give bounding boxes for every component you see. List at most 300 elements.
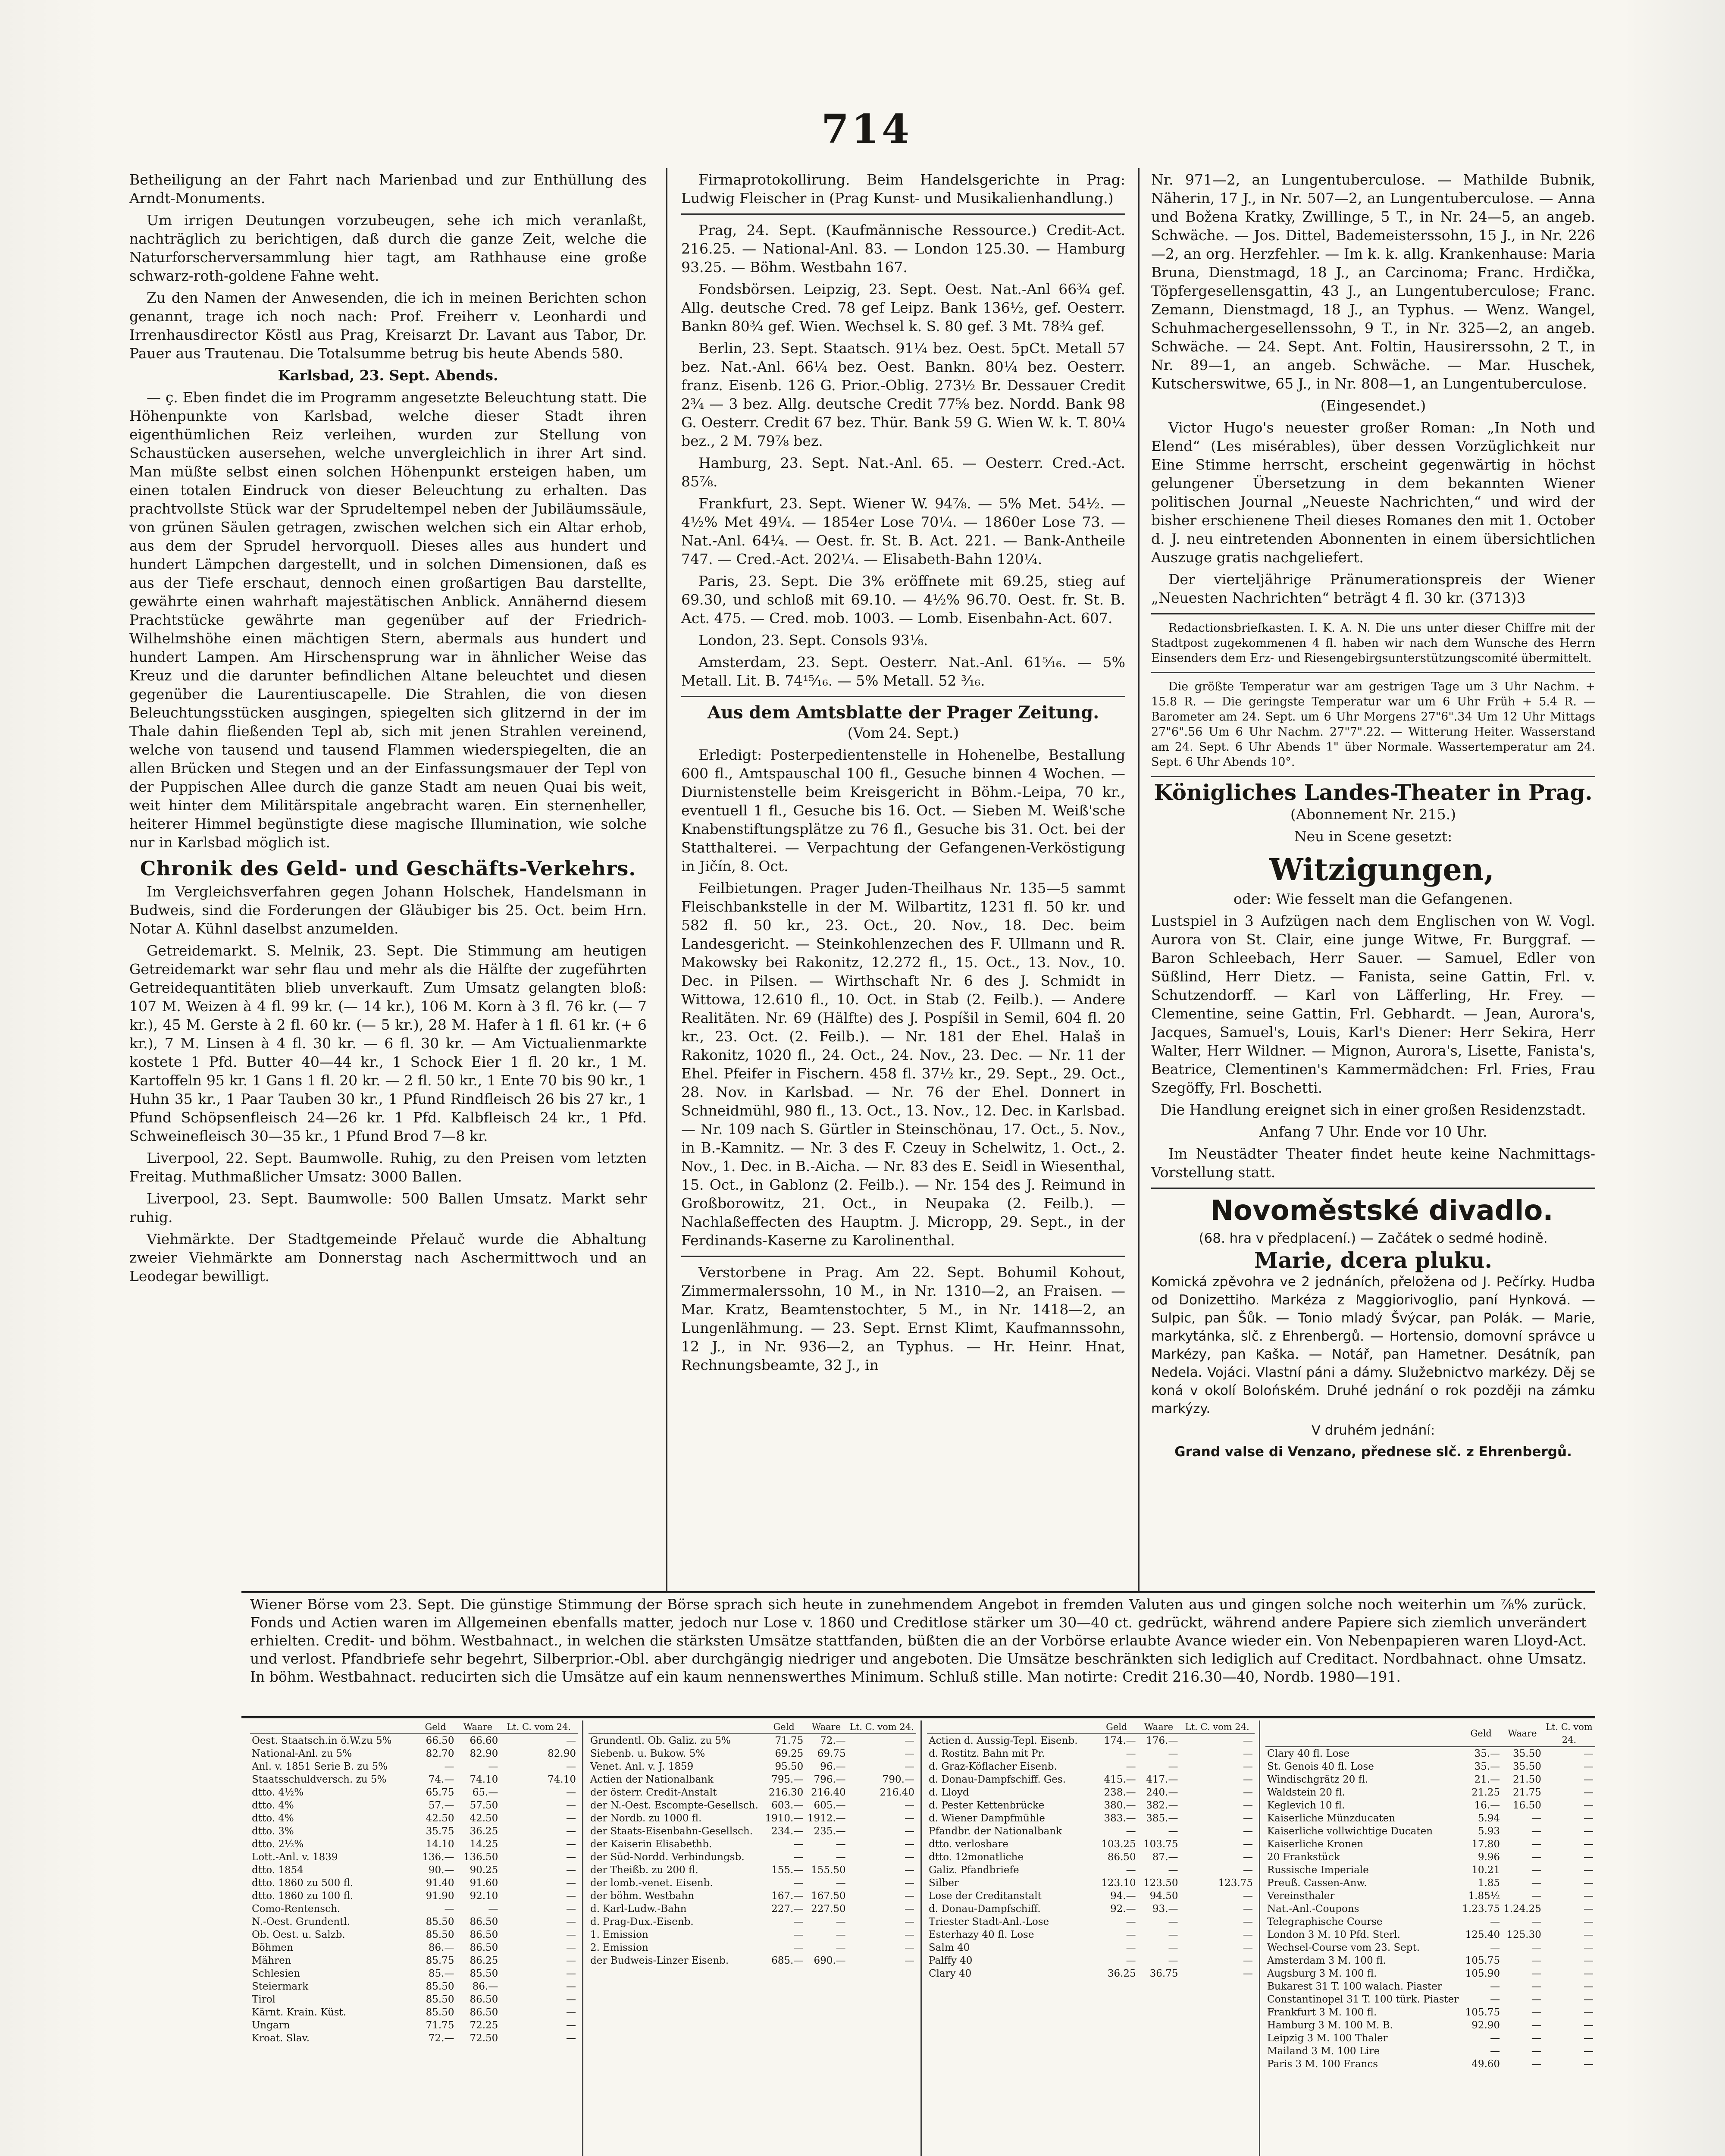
price-cell: 36.75 bbox=[1149, 1968, 1178, 1979]
price-cell: 10.21 bbox=[1471, 1865, 1500, 1876]
nove-act: V druhém jednání: bbox=[1311, 1423, 1435, 1438]
price-cell: — bbox=[488, 1903, 498, 1915]
price-cell: 86.50 bbox=[1107, 1852, 1136, 1863]
price-cell: 125.30 bbox=[1506, 1929, 1541, 1940]
security-name: Schlesien bbox=[252, 1968, 301, 1979]
table-row bbox=[927, 1786, 1255, 1799]
price-cell: — bbox=[566, 1865, 576, 1876]
security-name: Mailand 3 M. 100 Lire bbox=[1267, 2046, 1380, 2057]
price-cell: — bbox=[793, 1916, 804, 1927]
price-cell: — bbox=[1243, 1929, 1253, 1940]
divider bbox=[681, 696, 1125, 697]
security-name: Ungarn bbox=[252, 2020, 290, 2031]
price-cell: — bbox=[793, 1942, 804, 1953]
price-cell: 82.90 bbox=[548, 1748, 576, 1759]
security-name: 20 Frankstück bbox=[1267, 1852, 1340, 1863]
table-row bbox=[250, 1864, 578, 1877]
price-cell: — bbox=[1584, 1955, 1594, 1966]
price-cell: 36.25 bbox=[1107, 1968, 1136, 1979]
nove-valse: Grand valse di Venzano, přednese slč. z Ehrenbergů. bbox=[1174, 1444, 1572, 1460]
security-name: dtto. 4½% bbox=[252, 1787, 304, 1798]
table-row bbox=[589, 1928, 916, 1941]
price-cell: — bbox=[905, 1865, 914, 1876]
price-cell: — bbox=[566, 2033, 576, 2044]
price-cell: 71.75 bbox=[426, 2020, 454, 2031]
price-cell: 69.75 bbox=[817, 1748, 846, 1759]
price-cell: — bbox=[1168, 1929, 1178, 1940]
security-name: der Budweis-Linzer Eisenb. bbox=[590, 1955, 729, 1966]
page-number: 714 bbox=[821, 106, 912, 152]
table-row bbox=[1265, 1941, 1595, 1954]
column-3 bbox=[1151, 170, 1595, 1589]
price-cell: 93.— bbox=[1152, 1903, 1178, 1915]
price-cell: — bbox=[836, 1839, 846, 1850]
security-name: d. Graz-Köflacher Eisenb. bbox=[929, 1761, 1057, 1772]
table-row bbox=[250, 1967, 578, 1980]
security-name: d. Prag-Dux.-Eisenb. bbox=[590, 1916, 694, 1927]
price-cell: — bbox=[1243, 1800, 1253, 1811]
price-cell: — bbox=[566, 1903, 576, 1915]
table-row bbox=[1265, 1799, 1595, 1812]
header-geld: Geld bbox=[1096, 1720, 1138, 1734]
price-cell: — bbox=[1584, 1916, 1594, 1927]
security-name: Esterhazy 40 fl. Lose bbox=[929, 1929, 1034, 1940]
header-waare: Waare bbox=[456, 1720, 500, 1734]
price-cell: — bbox=[1243, 1787, 1253, 1798]
price-cell: 35.— bbox=[1474, 1748, 1500, 1759]
table-row bbox=[1265, 1993, 1595, 2006]
table-row bbox=[927, 1967, 1255, 1980]
table-row bbox=[589, 1851, 916, 1864]
table-row bbox=[589, 1864, 916, 1877]
price-cell: 90.25 bbox=[470, 1865, 498, 1876]
paragraph: Zu den Namen der Anwesenden, die ich in meinen Berichten schon genannt, trage ich noch nach: Prof. Freiherr v. Leonhardi und Irrenhausdirector Köstl aus Prag, Kreisarzt Dr. Lavant aus Tabor, Dr. Pauer aus Trautenau. Die Totalsumme betrug bis heute Abends 580. bbox=[129, 289, 647, 362]
table-row bbox=[927, 1773, 1255, 1786]
table-row bbox=[927, 1799, 1255, 1812]
price-cell: 82.70 bbox=[426, 1748, 454, 1759]
security-name: d. Donau-Dampfschiff. bbox=[929, 1903, 1041, 1915]
security-name: dtto. 12monatliche bbox=[929, 1852, 1024, 1863]
price-cell: 105.75 bbox=[1465, 1955, 1500, 1966]
divider bbox=[1151, 776, 1595, 777]
price-cell: — bbox=[905, 1839, 914, 1850]
price-cell: — bbox=[1584, 2059, 1594, 2070]
price-cell: — bbox=[488, 1761, 498, 1772]
security-name: Nat.-Anl.-Coupons bbox=[1267, 1903, 1359, 1915]
price-cell: 36.25 bbox=[470, 1826, 498, 1837]
theatre-title: Königliches Landes-Theater in Prag. bbox=[1154, 780, 1593, 805]
theatre-times: Anfang 7 Uhr. Ende vor 10 Uhr. bbox=[1259, 1123, 1487, 1140]
security-name: Hamburg 3 M. 100 M. B. bbox=[1267, 2020, 1393, 2031]
price-cell: 86.50 bbox=[470, 1942, 498, 1953]
table-row bbox=[1265, 1825, 1595, 1838]
paragraph: Verstorbene in Prag. Am 22. Sept. Bohumil Kohout, Zimmermalerssohn, 10 M., in Nr. 1310—2, an Fraisen. — Mar. Kratz, Beamtenstochter, 5 M., in Nr. 1418—2, an Lungenlähmung. — 23. Sept. Ernst Klimt, Kaufmannssohn, 12 J., in Nr. 936—2, an Typhus. — Hr. Heinr. Hnat, Rechnungsbeamte, 32 J., in bbox=[681, 1264, 1125, 1373]
table-row bbox=[927, 1890, 1255, 1902]
security-name: Venet. Anl. v. J. 1859 bbox=[590, 1761, 694, 1772]
price-cell: 85.50 bbox=[426, 1916, 454, 1927]
table-row bbox=[589, 1838, 916, 1851]
price-cell: 49.60 bbox=[1471, 2059, 1500, 2070]
table-row bbox=[1265, 1915, 1595, 1928]
price-cell: 176.— bbox=[1146, 1735, 1178, 1746]
price-cell: 91.60 bbox=[470, 1877, 498, 1889]
price-cell: — bbox=[905, 1735, 914, 1746]
table-row bbox=[927, 1747, 1255, 1760]
header-name bbox=[1265, 1720, 1460, 1747]
price-cell: 85.50 bbox=[426, 2007, 454, 2018]
price-cell: — bbox=[1126, 1942, 1136, 1953]
price-cell: 16.— bbox=[1474, 1800, 1500, 1811]
price-cell: 42.50 bbox=[470, 1813, 498, 1824]
price-cell: — bbox=[1243, 1735, 1253, 1746]
price-cell: — bbox=[566, 1994, 576, 2005]
paragraph: — ç. Eben findet die im Programm angesetzte Beleuchtung statt. Die Höhenpunkte von Karlsbad, welche dieser Stadt ihren eigenthümlichen Reiz verleihen, wurden zur Stellung von Schaustücken ausersehen, welche unvergleichlich in ihrer Art sind. Man müßte selbst einen solchen Höhenpunkt ersteigen haben, um einen totalen Eindruck von dieser Beleuchtung zu erhalten. Das prachtvollste Stück war der Sprudeltempel neben der Jubiläumssäule, von grünen Säulen getragen, zwischen welchen sich ein Altar erhob, aus dem der Sprudel hervorquoll. Dieses alles aus hundert und hundert Lämpchen dargestellt, und in solchen Dimensionen, daß es aus der Tiefe erschaut, dennoch einen großartigen Bau darstellte, gewährte einen wahrhaft majestätischen Anblick. Annähernd diesem Prachtstücke gewährte man gegenüber auf der Friedrich-Wilhelmshöhe einen mächtigen Stern, abermals aus hundert und hundert Lampen. Am Hirschensprung war in ähnlicher Weise das Kreuz und die darunter befindlichen Altane beleuchtet und diesen gegenüber die Laurentiuscapelle. Die Strahlen, die von diesen Beleuchtungsstücken ausgingen, spiegelten sich glitzernd in der im Thale dahin fließenden Tepl ab, sich mit jenen Strahlen vereinend, welche von tausend und tausend Flammen wiederspiegelten, die an allen Brücken und Stegen und an der Einfassungsmauer der Tepl von der Puppischen Allee durch die ganze Stadt am neuen Quai bis weit, weit hinter dem Militärspitale angebracht waren. Ein sternenheller, heiterer Himmel begünstigte diese magische Illumination, wie solche nur in Karlsbad möglich ist. bbox=[129, 389, 647, 851]
price-cell: 1910.— bbox=[765, 1813, 804, 1824]
price-cell: 57.— bbox=[428, 1800, 454, 1811]
price-cell: — bbox=[1584, 1890, 1594, 1902]
security-name: d. Wiener Dampfmühle bbox=[929, 1813, 1045, 1824]
security-name: der lomb.-venet. Eisenb. bbox=[590, 1877, 713, 1889]
table-row bbox=[250, 1799, 578, 1812]
price-cell: — bbox=[1584, 1942, 1594, 1953]
price-cell: — bbox=[1584, 1903, 1594, 1915]
price-cell: 1.85 bbox=[1478, 1877, 1500, 1889]
security-name: Kaiserliche vollwichtige Ducaten bbox=[1267, 1826, 1433, 1837]
boerse-report: Wiener Börse vom 23. Sept. Die günstige Stimmung der Börse sprach sich heute in zunehmendem Angebot in fremden Valuten aus und gingen solche noch weiterhin um ⅞% zurück. Fonds und Actien waren im Allgemeinen ebenfalls matter, jedoch nur Lose v. 1860 und Creditlose stärker um 30—40 ct. gedrückt, während andere Papiere sich ziemlich unverändert erhielten. Credit- und böhm. Westbahnact., in welchen die stärksten Umsätze stattfanden, büßten die an der Vorbörse erlaubte Avance wieder ein. Von Nebenpapieren waren Lloyd-Act. und verlost. Pfandbriefe sehr begehrt, Silberprior.-Obl. aber durchgängig niedriger und angeboten. Die Umsätze beschränkten sich lediglich auf Creditact. Nordbahnact. ohne Umsatz. In böhm. Westbahnact. reducirten sich die Umsätze auf ein kaum nennenswerthes Minimum. Schluß stille. Man notirte: Credit 216.30—40, Nordb. 1980—191. bbox=[250, 1596, 1587, 1685]
security-name: der Nordb. zu 1000 fl. bbox=[590, 1813, 702, 1824]
security-name: St. Genois 40 fl. Lose bbox=[1267, 1761, 1374, 1772]
price-cell: — bbox=[905, 1800, 914, 1811]
price-cell: — bbox=[1243, 1865, 1253, 1876]
table-row bbox=[589, 1825, 916, 1838]
price-cell: 385.— bbox=[1146, 1813, 1178, 1824]
price-cell: 86.50 bbox=[470, 1994, 498, 2005]
price-cell: — bbox=[1584, 1968, 1594, 1979]
price-cell: — bbox=[1531, 1839, 1541, 1850]
price-cell: — bbox=[905, 1942, 914, 1953]
price-cell: — bbox=[1531, 1877, 1541, 1889]
header-geld: Geld bbox=[415, 1720, 456, 1734]
table-row bbox=[1265, 2058, 1595, 2071]
price-cell: 238.— bbox=[1104, 1787, 1136, 1798]
price-cell: — bbox=[1584, 1761, 1594, 1772]
table-row bbox=[927, 1851, 1255, 1864]
price-cell: 66.50 bbox=[426, 1735, 454, 1746]
security-name: Grundentl. Ob. Galiz. zu 5% bbox=[590, 1735, 731, 1746]
price-cell: 74.10 bbox=[470, 1774, 498, 1785]
price-cell: 21.25 bbox=[1471, 1787, 1500, 1798]
price-cell: — bbox=[1168, 1826, 1178, 1837]
table-row bbox=[250, 1993, 578, 2006]
table-row bbox=[1265, 2032, 1595, 2045]
security-name: Frankfurt 3 M. 100 fl. bbox=[1267, 2007, 1377, 2018]
price-cell: 174.— bbox=[1104, 1735, 1136, 1746]
price-cell: 90.— bbox=[428, 1865, 454, 1876]
security-name: der N.-Oest. Escompte-Gesellsch. bbox=[590, 1800, 758, 1811]
price-cell: 103.25 bbox=[1101, 1839, 1136, 1850]
price-cell: — bbox=[566, 1761, 576, 1772]
security-name: Triester Stadt-Anl.-Lose bbox=[929, 1916, 1049, 1927]
price-cell: — bbox=[1584, 2033, 1594, 2044]
price-cell: 380.— bbox=[1104, 1800, 1136, 1811]
price-cell: 85.50 bbox=[426, 1929, 454, 1940]
theatre-abonnement: (Abonnement Nr. 215.) bbox=[1290, 806, 1456, 823]
table-row bbox=[927, 1825, 1255, 1838]
security-name: N.-Oest. Grundentl. bbox=[252, 1916, 350, 1927]
paragraph: Liverpool, 22. Sept. Baumwolle. Ruhig, zu den Preisen vom letzten Freitag. Muthmaßlicher Umsatz: 3000 Ballen. bbox=[129, 1150, 647, 1185]
table-row bbox=[1265, 1773, 1595, 1786]
security-name: der böhm. Westbahn bbox=[590, 1890, 694, 1902]
price-cell: — bbox=[1126, 1929, 1136, 1940]
advertisement: Victor Hugo's neuester großer Roman: „In Noth und Elend“ (Les misérables), über dessen Vorzüglichkeit nur Eine Stimme herrscht, erscheint gegenwärtig in höchst gelungener Übersetzung in dem bekannten Wiener politischen Journal „Neueste Nachrichten,“ und wird der bisher erschienene Theil dieses Romanes den mit 1. October d. J. neu eintretenden Abonnenten in einem übersichtlichen Auszuge gratis nachgeliefert. bbox=[1151, 419, 1595, 566]
price-cell: — bbox=[1243, 1968, 1253, 1979]
table-row bbox=[1265, 1812, 1595, 1825]
column-divider bbox=[1138, 168, 1140, 1591]
table-row bbox=[250, 1954, 578, 1967]
price-cell: 92.10 bbox=[470, 1890, 498, 1902]
price-cell: — bbox=[1243, 1839, 1253, 1850]
table-row bbox=[1265, 1864, 1595, 1877]
security-name: National-Anl. zu 5% bbox=[252, 1748, 352, 1759]
price-cell: — bbox=[1531, 2046, 1541, 2057]
paragraph: Hamburg, 23. Sept. Nat.-Anl. 65. — Oesterr. Cred.-Act. 85⅞. bbox=[681, 454, 1125, 490]
price-cell: — bbox=[1243, 1826, 1253, 1837]
price-cell: — bbox=[793, 1877, 804, 1889]
section-heading: Aus dem Amtsblatte der Prager Zeitung. bbox=[707, 702, 1099, 723]
security-name: Salm 40 bbox=[929, 1942, 970, 1953]
nove-theatre-title: Novoměstské divadlo. bbox=[1210, 1195, 1553, 1227]
price-cell: 91.40 bbox=[426, 1877, 454, 1889]
table-row bbox=[927, 1864, 1255, 1877]
price-cell: — bbox=[1584, 1826, 1594, 1837]
price-cell: 415.— bbox=[1104, 1774, 1136, 1785]
security-name: Siebenb. u. Bukow. 5% bbox=[590, 1748, 705, 1759]
security-name: Amsterdam 3 M. 100 fl. bbox=[1267, 1955, 1386, 1966]
stock-table-2 bbox=[589, 1720, 916, 2156]
price-cell: — bbox=[1584, 1800, 1594, 1811]
security-name: Lose der Creditanstalt bbox=[929, 1890, 1042, 1902]
paragraph: Frankfurt, 23. Sept. Wiener W. 94⅞. — 5% Met. 54½. — 4½% Met 49¼. — 1854er Lose 70¼. — 1860er Lose 73. — Nat.-Anl. 64¼. — Oest. fr. St. B. Act. 221. — Bank-Antheile 747. — Cred.-Act. 202¼. — Elisabeth-Bahn 120¼. bbox=[681, 495, 1125, 567]
paragraph: Nr. 971—2, an Lungentuberculose. — Mathilde Bubnik, Näherin, 17 J., in Nr. 507—2, an Lungentuberculose. — Anna und Božena Kratky, Zwillinge, 5 T., in Nr. 24—5, an angeb. Schwäche. — Jos. Dittel, Bademeisterssohn, 15 J., in Nr. 226—2, an org. Herzfehler. — Im k. k. allg. Krankenhause: Maria Bruna, Dienstmagd, 18 J., an Carcinoma; Franc. Hrdička, Töpfergesellensgattin, 43 J., an Lungentuberculose; Franc. Zemann, Dienstmagd, 18 J., an Typhus. — Wenz. Wangel, Schuhmachergesellenssohn, 9 T., in Nr. 325—2, an angeb. Schwäche. — 24. Sept. Ant. Foltin, Hausirerssohn, 2 T., in Nr. 89—1, an angeb. Schwäche. — Mar. Huschek, Kutscherswitwe, 65 J., in Nr. 808—1, an Lungentuberculose. bbox=[1151, 171, 1595, 392]
security-name: Oest. Staatsch.in ö.W.zu 5% bbox=[252, 1735, 392, 1746]
price-cell: — bbox=[1243, 1955, 1253, 1966]
security-name: Clary 40 bbox=[929, 1968, 972, 1979]
price-cell: — bbox=[1168, 1942, 1178, 1953]
price-cell: — bbox=[566, 1826, 576, 1837]
stock-tables bbox=[250, 1720, 1595, 2156]
security-name: Leipzig 3 M. 100 Thaler bbox=[1267, 2033, 1388, 2044]
price-cell: — bbox=[1168, 1955, 1178, 1966]
header-geld: Geld bbox=[763, 1720, 805, 1734]
table-row bbox=[1265, 1928, 1595, 1941]
security-name: Steiermark bbox=[252, 1981, 309, 1992]
price-cell: — bbox=[1584, 2007, 1594, 2018]
header-name bbox=[250, 1720, 415, 1734]
price-cell: 92.— bbox=[1110, 1903, 1136, 1915]
price-cell: — bbox=[905, 1748, 914, 1759]
theatre-setting: Die Handlung ereignet sich in einer großen Residenzstadt. bbox=[1160, 1101, 1586, 1118]
price-cell: — bbox=[905, 1916, 914, 1927]
price-cell: — bbox=[905, 1903, 914, 1915]
price-cell: — bbox=[566, 1968, 576, 1979]
price-cell: — bbox=[1584, 1994, 1594, 2005]
price-cell: — bbox=[566, 2020, 576, 2031]
security-name: Clary 40 fl. Lose bbox=[1267, 1748, 1350, 1759]
security-name: Constantinopel 31 T. 100 türk. Piaster bbox=[1267, 1994, 1459, 2005]
theatre-play-subtitle: oder: Wie fesselt man die Gefangenen. bbox=[1233, 890, 1513, 907]
table-row bbox=[1265, 2019, 1595, 2032]
table-row bbox=[1265, 1967, 1595, 1980]
table-row bbox=[250, 2032, 578, 2045]
price-cell: 65.— bbox=[472, 1787, 498, 1798]
security-name: der Kaiserin Elisabethb. bbox=[590, 1839, 712, 1850]
security-name: d. Pester Kettenbrücke bbox=[929, 1800, 1045, 1811]
table-row bbox=[250, 1915, 578, 1928]
section-heading: Chronik des Geld- und Geschäfts-Verkehrs. bbox=[140, 857, 636, 880]
price-cell: — bbox=[1531, 1981, 1541, 1992]
price-cell: 603.— bbox=[771, 1800, 804, 1811]
table-row bbox=[250, 1890, 578, 1902]
security-name: dtto. 1854 bbox=[252, 1865, 304, 1876]
security-name: Windischgrätz 20 fl. bbox=[1267, 1774, 1368, 1785]
table-row bbox=[589, 1890, 916, 1902]
price-cell: — bbox=[566, 1813, 576, 1824]
price-cell: 72.50 bbox=[470, 2033, 498, 2044]
price-cell: — bbox=[905, 1877, 914, 1889]
security-name: Kaiserliche Münzducaten bbox=[1267, 1813, 1396, 1824]
security-name: Russische Imperiale bbox=[1267, 1865, 1369, 1876]
table-row bbox=[1265, 1851, 1595, 1864]
price-cell: 605.— bbox=[814, 1800, 846, 1811]
price-cell: 167.50 bbox=[811, 1890, 846, 1902]
divider bbox=[1151, 1188, 1595, 1189]
price-cell: — bbox=[836, 1852, 846, 1863]
divider bbox=[1151, 672, 1595, 673]
price-cell: 790.— bbox=[882, 1774, 914, 1785]
price-cell: 136.— bbox=[422, 1852, 454, 1863]
price-cell: 86.— bbox=[472, 1981, 498, 1992]
table-row bbox=[589, 1747, 916, 1760]
price-cell: 234.— bbox=[771, 1826, 804, 1837]
price-cell: — bbox=[1490, 2046, 1500, 2057]
table-row bbox=[927, 1734, 1255, 1747]
table-row bbox=[250, 1877, 578, 1890]
price-cell: 96.— bbox=[820, 1761, 846, 1772]
price-cell: — bbox=[1531, 2020, 1541, 2031]
security-name: Keglevich 10 fl. bbox=[1267, 1800, 1345, 1811]
price-cell: — bbox=[1243, 1916, 1253, 1927]
table-row bbox=[927, 1838, 1255, 1851]
security-name: Anl. v. 1851 Serie B. zu 5% bbox=[252, 1761, 388, 1772]
security-name: dtto. 4% bbox=[252, 1800, 294, 1811]
price-cell: 1.85½ bbox=[1468, 1890, 1500, 1902]
price-cell: 1912.— bbox=[807, 1813, 846, 1824]
price-cell: 85.75 bbox=[426, 1955, 454, 1966]
price-cell: 91.90 bbox=[426, 1890, 454, 1902]
price-cell: — bbox=[1531, 1890, 1541, 1902]
header-waare: Waare bbox=[1502, 1720, 1543, 1747]
price-cell: — bbox=[1584, 1852, 1594, 1863]
table-row bbox=[927, 1915, 1255, 1928]
header-geld: Geld bbox=[1460, 1720, 1502, 1747]
price-cell: 92.90 bbox=[1471, 2020, 1500, 2031]
stock-table-1 bbox=[250, 1720, 578, 2156]
theatre-notice: Neu in Scene gesetzt: bbox=[1294, 828, 1453, 845]
price-cell: 17.80 bbox=[1471, 1839, 1500, 1850]
price-cell: 72.— bbox=[428, 2033, 454, 2044]
paragraph: Liverpool, 23. Sept. Baumwolle: 500 Ballen Umsatz. Markt sehr ruhig. bbox=[129, 1190, 647, 1225]
price-cell: — bbox=[1584, 1813, 1594, 1824]
divider bbox=[681, 213, 1125, 215]
price-cell: — bbox=[836, 1929, 846, 1940]
price-cell: — bbox=[905, 1955, 914, 1966]
price-cell: 383.— bbox=[1104, 1813, 1136, 1824]
price-cell: — bbox=[566, 1787, 576, 1798]
security-name: Como-Rentensch. bbox=[252, 1903, 341, 1915]
price-cell: — bbox=[1531, 1968, 1541, 1979]
price-cell: 382.— bbox=[1146, 1800, 1178, 1811]
section-rule bbox=[241, 1591, 1595, 1593]
table-row bbox=[927, 1877, 1255, 1890]
paragraph: Firmaprotokollirung. Beim Handelsgerichte in Prag: Ludwig Fleischer in (Prag Kunst- und Musikalienhandlung.) bbox=[681, 171, 1125, 207]
price-cell: 155.— bbox=[771, 1865, 804, 1876]
table-row bbox=[589, 1799, 916, 1812]
table-row bbox=[250, 1980, 578, 1993]
security-name: London 3 M. 10 Pfd. Sterl. bbox=[1267, 1929, 1400, 1940]
dateline: Karlsbad, 23. Sept. Abends. bbox=[278, 367, 498, 384]
price-cell: 66.60 bbox=[470, 1735, 498, 1746]
price-cell: — bbox=[1531, 2059, 1541, 2070]
price-cell: 685.— bbox=[771, 1955, 804, 1966]
section-subheading: (Vom 24. Sept.) bbox=[847, 724, 959, 741]
security-name: Actien d. Aussig-Tepl. Eisenb. bbox=[929, 1735, 1078, 1746]
security-name: Pfandbr. der Nationalbank bbox=[929, 1826, 1062, 1837]
table-row bbox=[250, 1838, 578, 1851]
price-cell: 82.90 bbox=[470, 1748, 498, 1759]
paragraph: Erledigt: Posterpedientenstelle in Hohenelbe, Bestallung 600 fl., Amtspauschal 100 fl., Gesuche binnen 4 Wochen. — Diurnistenstelle beim Kreisgericht in Böhm.-Leipa, 70 kr., eventuell 1 fl., Gesuche bis 16. Oct. — Sieben M. Weiß'sche Knabenstiftungsplätze zu 76 fl., Gesuche bis 31. Oct. bei der Statthalterei. — Verpachtung der Gefangenen-Verköstigung in Jičín, 8. Oct. bbox=[681, 746, 1125, 874]
price-cell: 795.— bbox=[771, 1774, 804, 1785]
price-cell: — bbox=[836, 1942, 846, 1953]
divider bbox=[1151, 613, 1595, 614]
price-cell: 21.50 bbox=[1513, 1774, 1541, 1785]
theatre-note: Im Neustädter Theater findet heute keine Nachmittags-Vorstellung statt. bbox=[1151, 1145, 1595, 1181]
price-cell: — bbox=[566, 1877, 576, 1889]
paragraph: Amsterdam, 23. Sept. Oesterr. Nat.-Anl. 61⁵⁄₁₆. — 5% Metall. Lit. B. 74¹⁵⁄₁₆. — 5% Metall. 52 ³⁄₁₆. bbox=[681, 654, 1125, 689]
header-waare: Waare bbox=[805, 1720, 847, 1734]
price-cell: — bbox=[905, 1890, 914, 1902]
price-cell: — bbox=[1584, 1877, 1594, 1889]
price-cell: 690.— bbox=[814, 1955, 846, 1966]
price-cell: — bbox=[1531, 1994, 1541, 2005]
paragraph: London, 23. Sept. Consols 93⅛. bbox=[698, 632, 928, 649]
price-cell: — bbox=[1168, 1761, 1178, 1772]
price-cell: 14.10 bbox=[426, 1839, 454, 1850]
price-cell: 35.50 bbox=[1513, 1748, 1541, 1759]
table-row bbox=[589, 1941, 916, 1954]
security-name: Vereinsthaler bbox=[1267, 1890, 1335, 1902]
price-cell: 9.96 bbox=[1478, 1852, 1500, 1863]
price-cell: — bbox=[1584, 1787, 1594, 1798]
column-divider bbox=[666, 168, 667, 1591]
price-cell: 136.50 bbox=[463, 1852, 498, 1863]
security-name: dtto. 3% bbox=[252, 1826, 294, 1837]
price-cell: — bbox=[1243, 1890, 1253, 1902]
security-name: Wechsel-Course vom 23. Sept. bbox=[1267, 1942, 1420, 1953]
security-name: Silber bbox=[929, 1877, 959, 1889]
theatre-play-title: Witzigungen, bbox=[1269, 852, 1495, 887]
price-cell: — bbox=[566, 1852, 576, 1863]
security-name: Böhmen bbox=[252, 1942, 293, 1953]
